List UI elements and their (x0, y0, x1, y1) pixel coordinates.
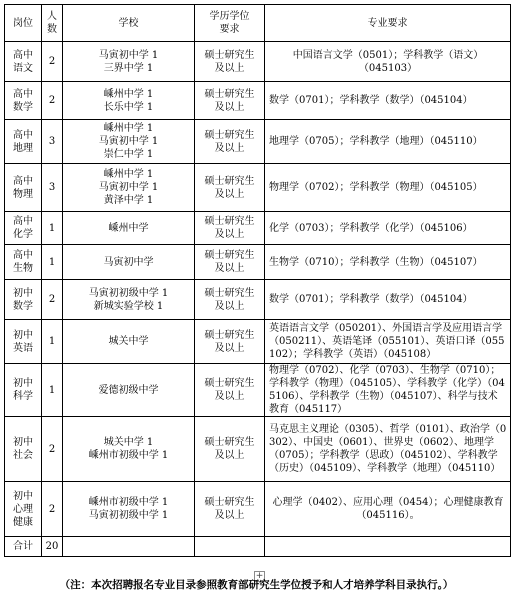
major-requirement-cell: 地理学（0705）；学科教学（地理）（045110） (265, 120, 511, 164)
count-cell: 1 (42, 245, 63, 280)
count-cell: 2 (42, 417, 63, 482)
table-row (5, 417, 511, 482)
school-cell: 城关中学 (63, 320, 195, 364)
table-row (5, 42, 511, 82)
school-cell: 爱德初级中学 (63, 364, 195, 417)
position-cell: 初中 英语 (5, 320, 42, 364)
count-cell: 3 (42, 120, 63, 164)
table-row (5, 482, 511, 537)
degree-cell: 硕士研究生 及以上 (195, 417, 265, 482)
count-cell: 1 (42, 364, 63, 417)
major-requirement-cell: 数学（0701）；学科教学（数学）（045104） (265, 280, 511, 320)
degree-cell: 硕士研究生 及以上 (195, 82, 265, 120)
position-cell: 初中 社会 (5, 417, 42, 482)
major-requirement-cell: 心理学（0402）、应用心理（0454）；心理健康教育（045116）。 (265, 482, 511, 537)
position-cell: 高中 地理 (5, 120, 42, 164)
position-cell: 高中 物理 (5, 164, 42, 212)
total-empty-major (265, 537, 511, 557)
degree-cell: 硕士研究生 及以上 (195, 212, 265, 245)
table-row (5, 164, 511, 212)
count-cell: 2 (42, 82, 63, 120)
count-cell: 3 (42, 164, 63, 212)
position-cell: 高中 生物 (5, 245, 42, 280)
school-cell: 嵊州中学 1 马寅初中学 1 黄泽中学 1 (63, 164, 195, 212)
degree-cell: 硕士研究生 及以上 (195, 245, 265, 280)
position-cell: 初中 数学 (5, 280, 42, 320)
table-resize-handle-icon[interactable]: + (255, 571, 264, 581)
total-count: 20 (42, 537, 63, 557)
major-requirement-cell: 生物学（0710）；学科教学（生物）（045107） (265, 245, 511, 280)
degree-cell: 硕士研究生 及以上 (195, 42, 265, 82)
table-row (5, 280, 511, 320)
header-row (5, 5, 511, 42)
footnote: （注：本次招聘报名专业目录参照教育部研究生学位授予和人才培养学科目录执行。） (59, 579, 454, 591)
major-requirement-cell: 化学（0703）；学科教学（化学）（045106） (265, 212, 511, 245)
school-cell: 嵊州市初级中学 1 马寅初初级中学 1 (63, 482, 195, 537)
major-requirement-cell: 物理学（0702）、化学（0703）、生物学（0710）；学科教学（物理）（045105）、学科教学（化学）（045106）、学科教学（生物）（045107）、科学与技术教育（045117） (265, 364, 511, 417)
position-cell: 初中 心理 健康 (5, 482, 42, 537)
major-requirement-cell: 马克思主义理论（0305）、哲学（0101）、政治学（0302）、中国史（0601）、世界史（0602）、地理学（0705）；学科教学（思政）（045102）、学科教学（历史）（045109）、学科教学（地理）（045110） (265, 417, 511, 482)
degree-cell: 硕士研究生 及以上 (195, 364, 265, 417)
header-major: 专业要求 (265, 5, 511, 42)
table-body (5, 5, 511, 557)
header-position: 岗位 (5, 5, 42, 42)
school-cell: 嵊州中学 1 长乐中学 1 (63, 82, 195, 120)
table-row (5, 245, 511, 280)
school-cell: 嵊州中学 (63, 212, 195, 245)
school-cell: 马寅初中学 1 三界中学 1 (63, 42, 195, 82)
degree-cell: 硕士研究生 及以上 (195, 164, 265, 212)
degree-cell: 硕士研究生 及以上 (195, 120, 265, 164)
total-empty-degree (195, 537, 265, 557)
table-row (5, 82, 511, 120)
degree-cell: 硕士研究生 及以上 (195, 482, 265, 537)
major-requirement-cell: 中国语言文学（0501）；学科教学（语文） （045103） (265, 42, 511, 82)
major-requirement-cell: 物理学（0702）；学科教学（物理）（045105） (265, 164, 511, 212)
header-degree: 学历学位 要求 (195, 5, 265, 42)
school-cell: 马寅初中学 (63, 245, 195, 280)
count-cell: 2 (42, 482, 63, 537)
major-requirement-cell: 英语语言文学（050201）、外国语言学及应用语言学（050211）、英语笔译（055101）、英语口译（055102）；学科教学（英语）（045108） (265, 320, 511, 364)
position-cell: 高中 数学 (5, 82, 42, 120)
count-cell: 2 (42, 280, 63, 320)
table-row (5, 120, 511, 164)
school-cell: 城关中学 1 嵊州市初级中学 1 (63, 417, 195, 482)
school-cell: 嵊州中学 1 马寅初中学 1 崇仁中学 1 (63, 120, 195, 164)
degree-cell: 硕士研究生 及以上 (195, 280, 265, 320)
recruitment-document (4, 4, 511, 557)
position-cell: 高中 化学 (5, 212, 42, 245)
table-row (5, 364, 511, 417)
school-cell: 马寅初初级中学 1 新城实验学校 1 (63, 280, 195, 320)
count-cell: 2 (42, 42, 63, 82)
table-row (5, 212, 511, 245)
position-cell: 高中 语文 (5, 42, 42, 82)
position-cell: 初中 科学 (5, 364, 42, 417)
total-row (5, 537, 511, 557)
recruitment-table (4, 4, 511, 557)
header-school: 学校 (63, 5, 195, 42)
major-requirement-cell: 数学（0701）；学科教学（数学）（045104） (265, 82, 511, 120)
header-count: 人 数 (42, 5, 63, 42)
total-label: 合计 (5, 537, 42, 557)
table-row (5, 320, 511, 364)
total-empty-school (63, 537, 195, 557)
count-cell: 1 (42, 320, 63, 364)
degree-cell: 硕士研究生 及以上 (195, 320, 265, 364)
count-cell: 1 (42, 212, 63, 245)
